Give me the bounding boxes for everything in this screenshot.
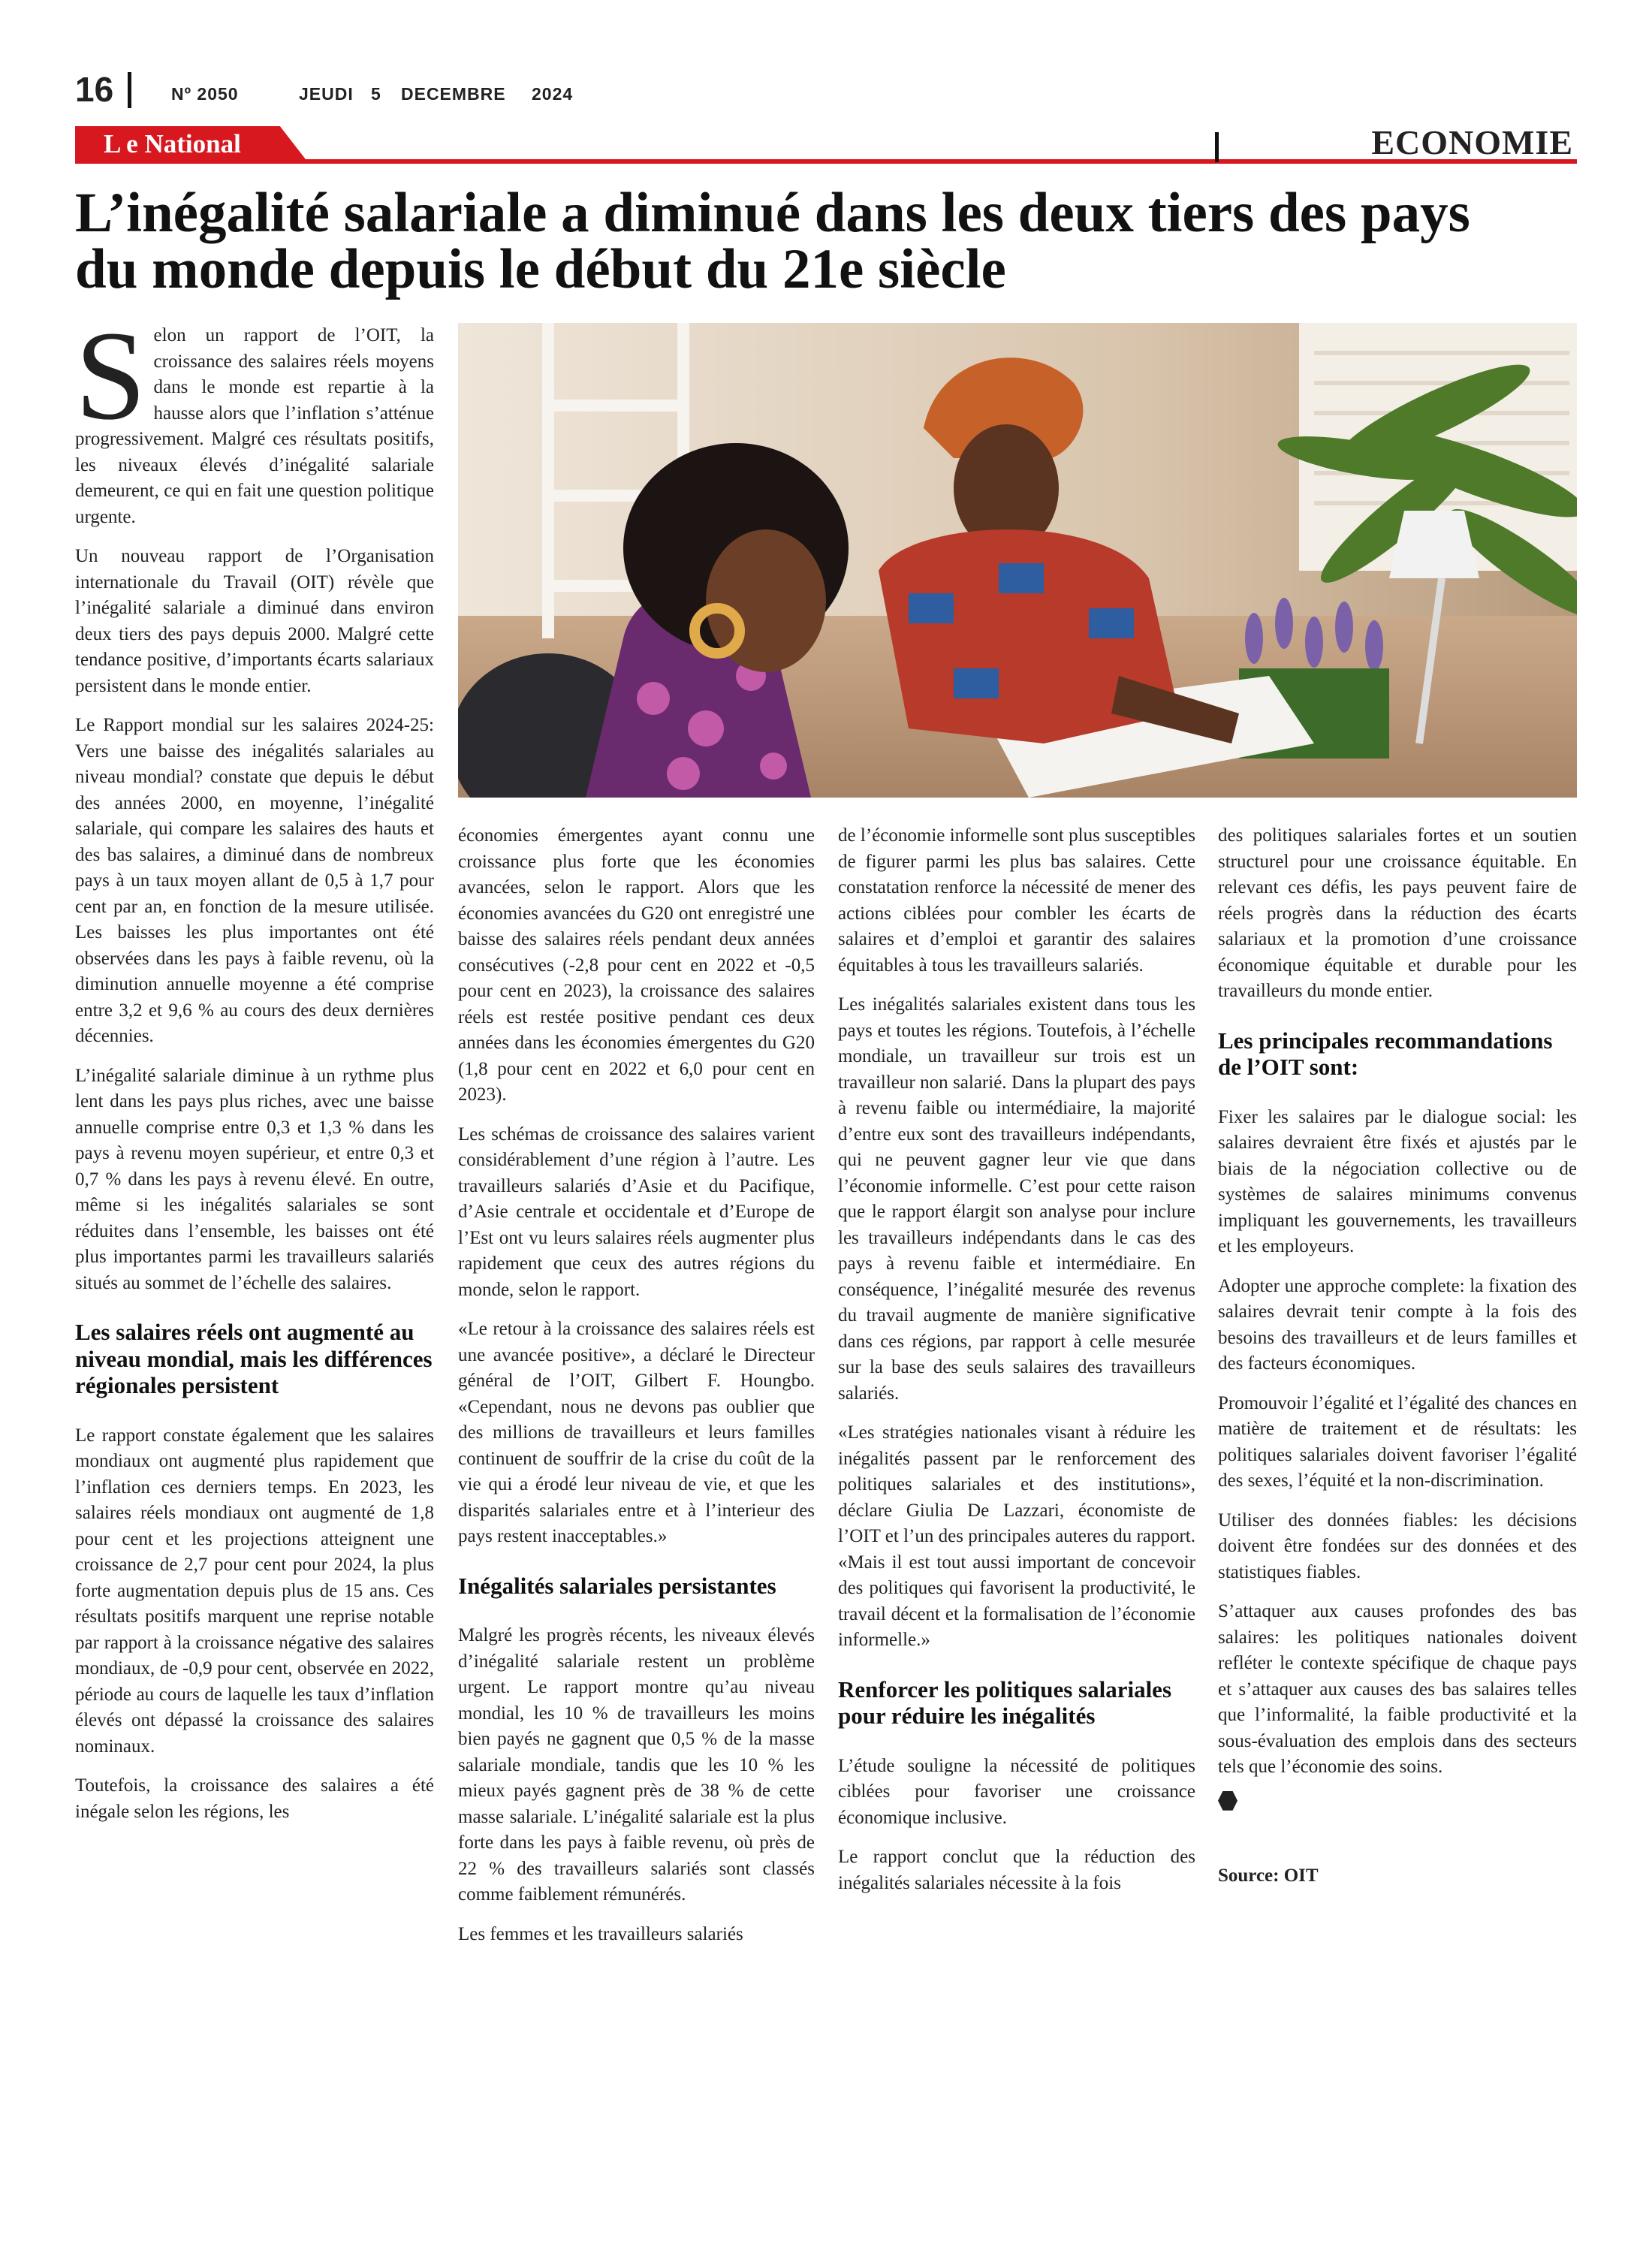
end-of-article-icon	[1218, 1791, 1237, 1811]
header-rule	[75, 159, 1577, 164]
paragraph: «Les stratégies nationales visant à réduire les inégalités passent par le renforcement des politiques salariales et des institutions», déclare Giulia De Lazzari, économiste de l’OIT et l’un des principales auteres du rapport. «Mais il est tout aussi important de concevoir des politiques qui favorisent la productivité, le travail décent et la formalisation de l’économie informelle.»	[838, 1422, 1195, 1650]
article-column-4	[1218, 823, 1577, 1889]
subheading: Renforcer les politiques salariales pour réduire les inégalités	[838, 1675, 1172, 1730]
issue-day: JEUDI	[299, 84, 354, 104]
issue-date-day: 5	[371, 84, 381, 104]
paragraph: Un nouveau rapport de l’Organisation internationale du Travail (OIT) révèle que l’inégalité salariale a diminué dans environ deux tiers des pays depuis 2000. Malgré cette tendance positive, d’importants écarts salariaux persistent dans le monde entier.	[75, 546, 434, 696]
paragraph: L’inégalité salariale diminue à un rythme plus lent dans les pays plus riches, avec une baisse annuelle comprise entre 0,3 et 1,3 % dans les pays à revenu moyen supérieur, et entre 0,3 et 0,7 % dans les pays à revenu élevé. En outre, même si les inégalités salariales se sont réduites dans l’ensemble, les baisses ont été plus importantes parmi les travailleurs salariés situés au sommet de l’échelle des salaires.	[75, 1065, 434, 1293]
subheading: Les salaires réels ont augmenté au niveau mondial, mais les différences régionales persistent	[75, 1319, 433, 1399]
paragraph: Le Rapport mondial sur les salaires 2024-25: Vers une baisse des inégalités salariales au niveau mondial? constate que depuis le début des années 2000, en moyenne, l’inégalité salariale, qui compare les salaires des hauts et des bas salaires, a diminué dans de nombreux pays à un taux moyen allant de 0,5 à 1,7 pour cent par an, en fonction de la mesure utilisée. Les baisses les plus importantes ont été observées dans les pays à faible revenu, où la diminution annuelle moyenne a été comprise entre 3,2 et 9,6 % au cours des deux dernières décennies.	[75, 715, 434, 1046]
paragraph: Le rapport constate également que les salaires mondiaux ont augmenté plus rapidement que l’inflation ces derniers temps. En 2023, les salaires réels mondiaux ont augmenté de 1,8 pour cent et les projections atteignent une croissance de 2,7 pour cent pour 2024, la plus forte augmentation depuis plus de 15 ans. Ces résultats positifs marquent une reprise notable par rapport à la croissance négative des salaires mondiaux, de -0,9 pour cent, observée en 2022, période au cours de laquelle les taux d’inflation élevés ont dépassé la croissance des salaires nominaux.	[75, 1425, 434, 1757]
article-headline	[75, 182, 1584, 300]
paragraph: Les inégalités salariales existent dans tous les pays et toutes les régions. Toutefois, à l’échelle mondiale, un travailleur sur trois est un travailleur non salarié. Dans la plupart des pays à revenu faible ou intermédiaire, la majorité d’entre eux sont des travailleurs indépendants, qui ne peuvent gagner leur vie que dans l’économie informelle. C’est pour cette raison que le rapport élargit son analyse pour inclure les travailleurs indépendants dans le cas des pays à revenu faible et intermédiaire. En conséquence, l’inégalité mesurée des revenus du travail augmente de manière significative dans ces régions, par rapport à celle mesurée sur la base des seuls salaires des travailleurs salariés.	[838, 994, 1195, 1404]
lead-paragraph: elon un rapport de l’OIT, la croissance des salaires réels moyens dans le monde est repartie à la hausse alors que l’inflation s’atténue progressivement. Malgré ces résultats positifs, les niveaux élevés d’inégalité salariale demeurent, ce qui en fait une question politique urgente.	[75, 325, 434, 527]
paragraph: L’étude souligne la nécessité de politiques ciblées pour favoriser une croissance économique inclusive.	[838, 1755, 1195, 1828]
publication-name: L e National	[104, 129, 241, 158]
dropcap: S	[75, 305, 146, 446]
paragraph: S’attaquer aux causes profondes des bas salaires: les politiques nationales doivent refléter le contexte spécifique de chaque pays et s’attaquer aux causes des bas salaires telles que l’informalité, la faible productivité et la sous-évaluation des emplois dans des secteurs tels que l’économie des soins.	[1218, 1601, 1577, 1778]
paragraph	[75, 305, 434, 530]
issue-number: Nº 2050	[171, 84, 239, 104]
section-name: ECONOMIE	[1371, 123, 1573, 161]
paragraph: Toutefois, la croissance des salaires a été inégale selon les régions, les	[75, 1775, 434, 1822]
issue-month: DECEMBRE	[401, 84, 506, 104]
article-column-1	[75, 305, 434, 1838]
page-number-divider	[128, 72, 131, 108]
paragraph: Les femmes et les travailleurs salariés	[458, 1923, 743, 1944]
paragraph: Fixer les salaires par le dialogue social: les salaires devraient être fixés et ajustés par le biais de la négociation collective ou de systèmes de salaires minimums convenus impliquant les gouvernements, les travailleurs et les employeurs.	[1218, 1106, 1577, 1257]
article-column-3	[838, 823, 1195, 1910]
paragraph: «Le retour à la croissance des salaires réels est une avancée positive», a déclaré le Directeur général de l’OIT, Gilbert F. Houngbo. «Cependant, nous ne devons pas oublier que des millions de travailleurs et leurs familles continuent de souffrir de la crise du coût de la vie qui a érodé leur niveau de vie, et que les disparités salariales entre et à l’interieur des pays restent inacceptables.»	[458, 1319, 815, 1546]
article-source: Source: OIT	[1218, 1865, 1319, 1886]
article-column-2	[458, 823, 815, 1961]
paragraph: des politiques salariales fortes et un soutien structurel pour une croissance équitable. En relevant ces défis, les pays peuvent faire de réels progrès dans la réduction des écarts salariaux et la promotion d’une croissance économique équitable et durable pour les travailleurs du monde entier.	[1218, 825, 1577, 1001]
issue-year: 2024	[532, 84, 574, 104]
headline-line-1: L’inégalité salariale a diminué dans les deux tiers des pays	[75, 182, 1470, 244]
paragraph: économies émergentes ayant connu une croissance plus forte que les économies avancées, selon le rapport. Alors que les économies avancées du G20 ont enregistré une baisse des salaires réels pendant deux années consécutives (-2,8 pour cent en 2022 et -0,5 pour cent en 2023), la croissance des salaires réels est restée positive pendant ces deux années dans les économies émergentes du G20 (1,8 pour cent en 2022 et 6,0 pour cent en 2023).	[458, 825, 815, 1105]
paragraph: Utiliser des données fiables: les décisions doivent être fondées sur des données et des statistiques fiables.	[1218, 1510, 1577, 1582]
paragraph: Promouvoir l’égalité et l’égalité des chances en matière de traitement et de résultats: les politiques salariales doivent favoriser l’égalité des sexes, l’équité et la non-discrimination.	[1218, 1392, 1577, 1491]
subheading: Les principales recommandations de l’OIT sont:	[1218, 1027, 1553, 1081]
paragraph: Les schémas de croissance des salaires varient considérablement d’une région à l’autre. Les travailleurs salariés d’Asie et du Pacifique, d’Asie centrale et occidentale et d’Europe de l’Est ont vu leurs salaires réels augmenter plus rapidement que ceux des autres régions du monde, selon le rapport.	[458, 1123, 815, 1300]
article-photo	[458, 323, 1577, 798]
paragraph: Adopter une approche complete: la fixation des salaires devrait tenir compte à la fois des besoins des travailleurs et de leurs familles et des facteurs économiques.	[1218, 1275, 1577, 1374]
subheading: Inégalités salariales persistantes	[458, 1572, 776, 1599]
paragraph: Malgré les progrès récents, les niveaux élevés d’inégalité salariale restent un problème urgent. Le rapport montre qu’au niveau mondial, les 10 % de travailleurs les moins bien payés ne gagnent que 0,5 % de la masse salariale mondiale, tandis que les 10 % les mieux payés gagnent près de 38 % de cette masse salariale. L’inégalité salariale est la plus forte dans les pays à faible revenu, où près de 22 % des travailleurs salariés sont classés comme faiblement rémunérés.	[458, 1625, 815, 1905]
headline-line-2: du monde depuis le début du 21e siècle	[75, 238, 1006, 300]
paragraph: Le rapport conclut que la réduction des inégalités salariales nécessite à la fois	[838, 1847, 1195, 1893]
paragraph: de l’économie informelle sont plus susceptibles de figurer parmi les plus bas salaires. Cette constatation renforce la nécessité de mener des actions ciblées pour combler les écarts de salaires et d’emploi et garantir des salaires équitables à tous les travailleurs salariés.	[838, 825, 1195, 976]
page-number: 16	[75, 70, 114, 109]
section-divider	[1215, 132, 1219, 162]
